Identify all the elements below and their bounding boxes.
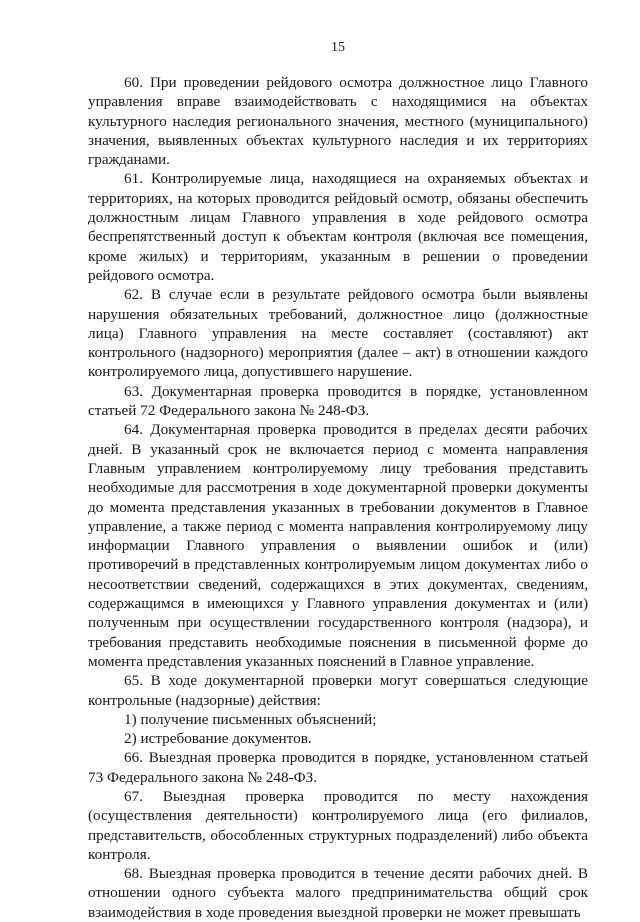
- list-item-2: 2) истребование документов.: [124, 730, 312, 748]
- list-item-1: 1) получение письменных объяснений;: [124, 710, 377, 728]
- paragraph-61: 61. Контролируемые лица, находящиеся на охраняемых объектах и территориях, на которых проводится рейдовый осмотр, обязаны обеспечить должностным лицам Главного управления в ходе рейдового осмотра беспрепятственный доступ к объектам контроля (включая все помещения, кроме жилых) и территориям, указанным в решении о проведении рейдового осмотра.: [88, 170, 588, 284]
- paragraph-68: 68. Выездная проверка проводится в течение десяти рабочих дней. В отношении одного субъекта малого предпринимательства общий срок взаимодействия в ходе проведения выездной проверки не может превышать: [88, 865, 588, 921]
- paragraph-62: 62. В случае если в результате рейдового осмотра были выявлены нарушения обязательных требований, должностное лицо (должностные лица) Главного управления на месте составляет (составляют) акт контрольного (надзорного) мероприятия (далее – акт) в отношении каждого контролируемого лица, допустившего нарушение.: [88, 286, 588, 381]
- paragraph-66: 66. Выездная проверка проводится в порядке, установленном статьей 73 Федерального закона № 248-ФЗ.: [88, 749, 588, 786]
- paragraph-67: 67. Выездная проверка проводится по месту нахождения (осуществления деятельности) контролируемого лица (его филиалов, представительств, обособленных структурных подразделений) либо объекта контроля.: [88, 787, 588, 863]
- paragraph-64: 64. Документарная проверка проводится в пределах десяти рабочих дней. В указанный срок не включается период с момента направления Главным управлением контролируемому лицу требования представить необходимые для рассмотрения в ходе документарной проверки документы до момента представления указанных в требовании документов в Главное управление, а также период с момента направления контролируемому лицу информации Главного управления о выявлении ошибок и (или) противоречий в представленных контролируемым лицом документах либо о несоответствии сведений, содержащихся в этих документах, сведениям, содержащимся в имеющихся у Главного управления документах и (или) полученным при осуществлении государственного контроля (надзора), и требования представить необходимые пояснения в письменной форме до момента представления указанных пояснений в Главное управление.: [88, 421, 588, 670]
- paragraph-63: 63. Документарная проверка проводится в порядке, установленном статьей 72 Федерального закона № 248-ФЗ.: [88, 382, 588, 420]
- paragraph-60: 60. При проведении рейдового осмотра должностное лицо Главного управления вправе взаимодействовать с находящимися на объектах культурного наследия регионального значения, местного (муниципального) значения, выявленных объектах культурного наследия и их территориях гражданами.: [88, 74, 588, 169]
- document-body: [88, 73, 588, 922]
- page-number: 15: [331, 40, 345, 55]
- paragraph-65: 65. В ходе документарной проверки могут совершаться следующие контрольные (надзорные) действия:: [88, 672, 588, 709]
